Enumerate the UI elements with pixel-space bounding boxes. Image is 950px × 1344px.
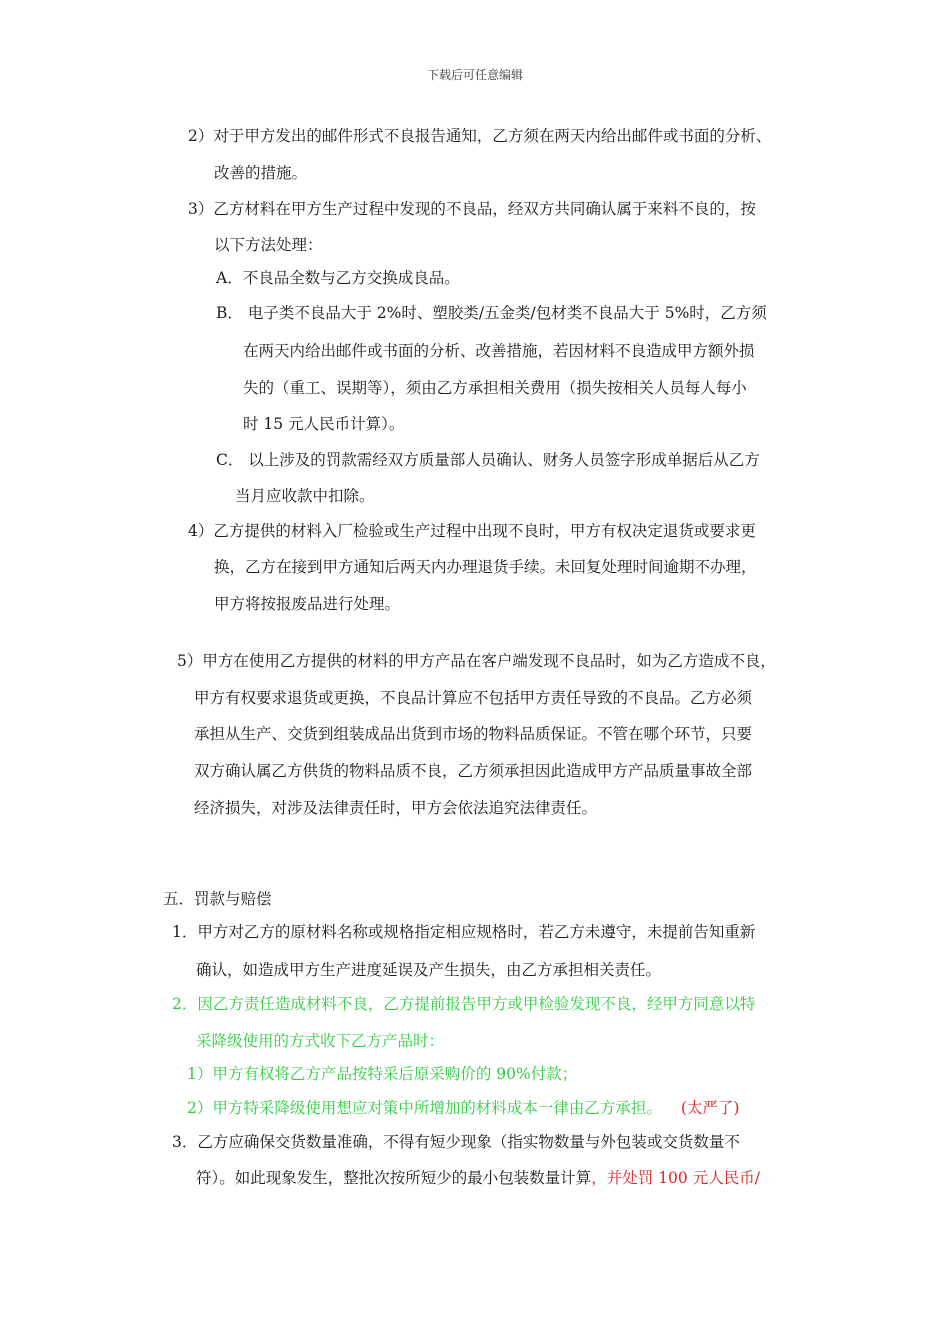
item-2-comment: (太严了) xyxy=(680,1099,740,1117)
item-1-line-1: 1．甲方对乙方的原材料名称或规格指定相应规格时，若乙方未遵守，未提前告知重新 xyxy=(172,923,756,941)
para-5-line-5: 经济损失，对涉及法律责任时，甲方会依法追究法律责任。 xyxy=(194,799,598,817)
item-1-line-2: 确认，如造成甲方生产进度延误及产生损失，由乙方承担相关责任。 xyxy=(196,961,662,979)
para-3-line-1: 3）乙方材料在甲方生产过程中发现的不良品，经双方共同确认属于来料不良的，按 xyxy=(188,200,756,218)
item-3-line-1: 3．乙方应确保交货数量准确，不得有短少现象（指实物数量与外包装或交货数量不 xyxy=(172,1133,740,1151)
para-3b-line-2: 在两天内给出邮件或书面的分析、改善措施，若因材料不良造成甲方额外损 xyxy=(243,342,755,360)
para-3b-line-3: 失的（重工、误期等），须由乙方承担相关费用（损失按相关人员每人每小 xyxy=(243,379,747,397)
item-2-sub-2: 2）甲方特采降级使用想应对策中所增加的材料成本一律由乙方承担。 xyxy=(187,1099,662,1117)
para-2-line-2: 改善的措施。 xyxy=(214,164,308,182)
item-2-sub-1: 1）甲方有权将乙方产品按特采后原采购价的 90%付款； xyxy=(187,1065,578,1083)
para-3c-line-1: C． 以上涉及的罚款需经双方质量部人员确认、财务人员签字形成单据后从乙方 xyxy=(216,451,760,469)
item-2-line-2: 采降级使用的方式收下乙方产品时： xyxy=(196,1032,445,1050)
para-3c-line-2: 当月应收款中扣除。 xyxy=(235,487,375,505)
para-4-line-2: 换，乙方在接到甲方通知后两天内办理退货手续。未回复处理时间逾期不办理， xyxy=(214,558,757,576)
para-4-line-1: 4）乙方提供的材料入厂检验或生产过程中出现不良时，甲方有权决定退货或要求更 xyxy=(188,522,756,540)
item-3-line-2: 符）。如此现象发生，整批次按所短少的最小包装数量计算 xyxy=(196,1169,592,1187)
para-5-line-3: 承担从生产、交货到组装成品出货到市场的物料品质保证。不管在哪个环节，只要 xyxy=(194,725,753,743)
para-3a-line-1: A．不良品全数与乙方交换成良品。 xyxy=(216,269,460,287)
page-header: 下载后可任意编辑 xyxy=(426,68,523,82)
item-2-line-1: 2．因乙方责任造成材料不良，乙方提前报告甲方或甲检验发现不良，经甲方同意以特 xyxy=(172,995,756,1013)
para-5-line-4: 双方确认属乙方供货的物料品质不良，乙方须承担因此造成甲方产品质量事故全部 xyxy=(194,762,753,780)
para-2-line-1: 2）对于甲方发出的邮件形式不良报告通知，乙方须在两天内给出邮件或书面的分析、 xyxy=(188,127,772,145)
para-3b-line-4: 时 15 元人民币计算）。 xyxy=(243,415,405,433)
item-2-sub-2-row xyxy=(187,1098,739,1118)
para-3-line-2: 以下方法处理： xyxy=(214,236,323,254)
para-3b-line-1: B． 电子类不良品大于 2%时、塑胶类/五金类/包材类不良品大于 5%时，乙方须 xyxy=(216,304,767,322)
item-3-line-2-penalty: ，并处罚 100 元人民币/ xyxy=(591,1169,760,1187)
para-5-line-1: 5）甲方在使用乙方提供的材料的甲方产品在客户端发现不良品时，如为乙方造成不良， xyxy=(177,652,776,670)
para-4-line-3: 甲方将按报废品进行处理。 xyxy=(214,595,401,613)
item-3-line-2-row xyxy=(196,1168,760,1188)
section-5-heading: 五．罚款与赔偿 xyxy=(163,890,272,908)
para-5-line-2: 甲方有权要求退货或更换，不良品计算应不包括甲方责任导致的不良品。乙方必须 xyxy=(194,689,753,707)
